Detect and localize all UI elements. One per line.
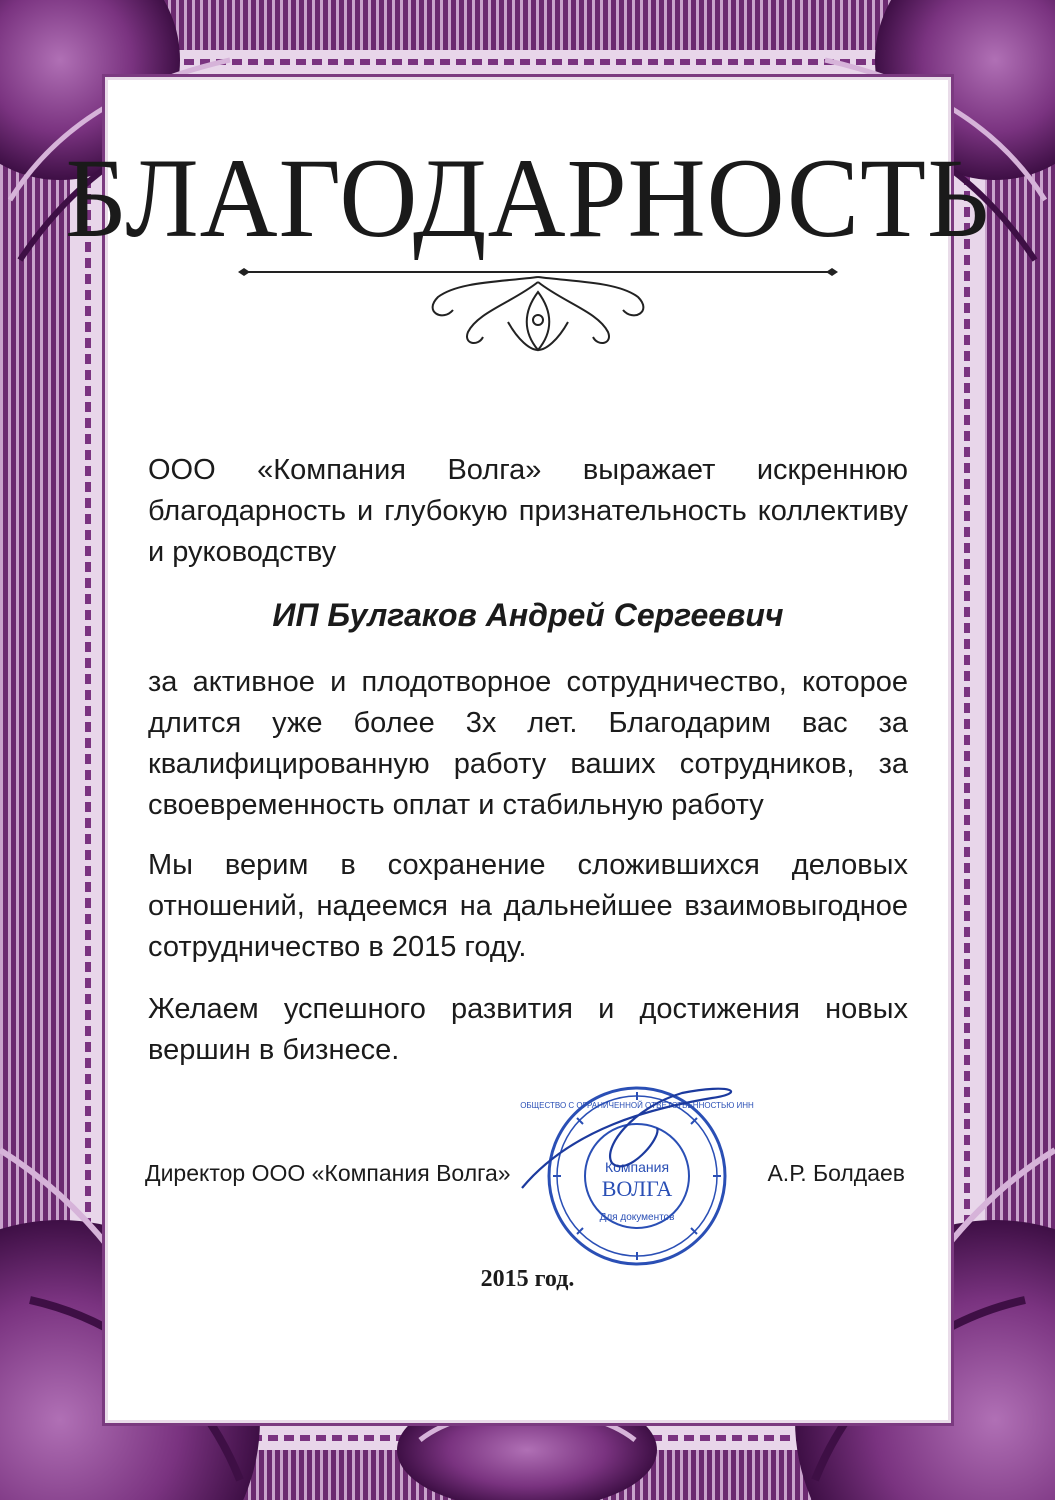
document-year: 2015 год.: [480, 1266, 575, 1292]
signatory-name: А.Р. Болдаев: [767, 1160, 905, 1186]
stamp-company-label: Компания: [604, 1159, 670, 1175]
title-divider-ornament: [238, 262, 838, 362]
paragraph-gratitude: ООО «Компания Волга» выражает искреннюю благодарность и глубокую признательность коллективу и руководству: [148, 454, 908, 568]
paragraph-wishes: Желаем успешного развития и достижения новых вершин в бизнесе.: [148, 993, 908, 1066]
stamp-bottom-label: Для документов: [599, 1212, 675, 1223]
stamp-ring-label: ОБЩЕСТВО С ОГРАНИЧЕННОЙ ОТВЕТСТВЕННОСТЬЮ ИНН: [520, 1101, 754, 1110]
document-title: БЛАГОДАРНОСТЬ: [65, 136, 990, 261]
paragraph-cooperation: за активное и плодотворное сотрудничество, которое длится уже более 3х лет. Благодарим вас за квалифицированную работу ваших сотрудников, за своевременность оплат и стабильную работу: [148, 666, 908, 821]
recipient-name: ИП Булгаков Андрей Сергеевич: [272, 597, 784, 633]
company-stamp: [520, 1068, 754, 1278]
paragraph-belief: Мы верим в сохранение сложившихся деловых отношений, надеемся на дальнейшее взаимовыгодное сотрудничество в 2015 году.: [148, 849, 908, 963]
stamp-center-label: ВОЛГА: [601, 1176, 673, 1201]
signatory-title: Директор ООО «Компания Волга»: [145, 1160, 511, 1186]
